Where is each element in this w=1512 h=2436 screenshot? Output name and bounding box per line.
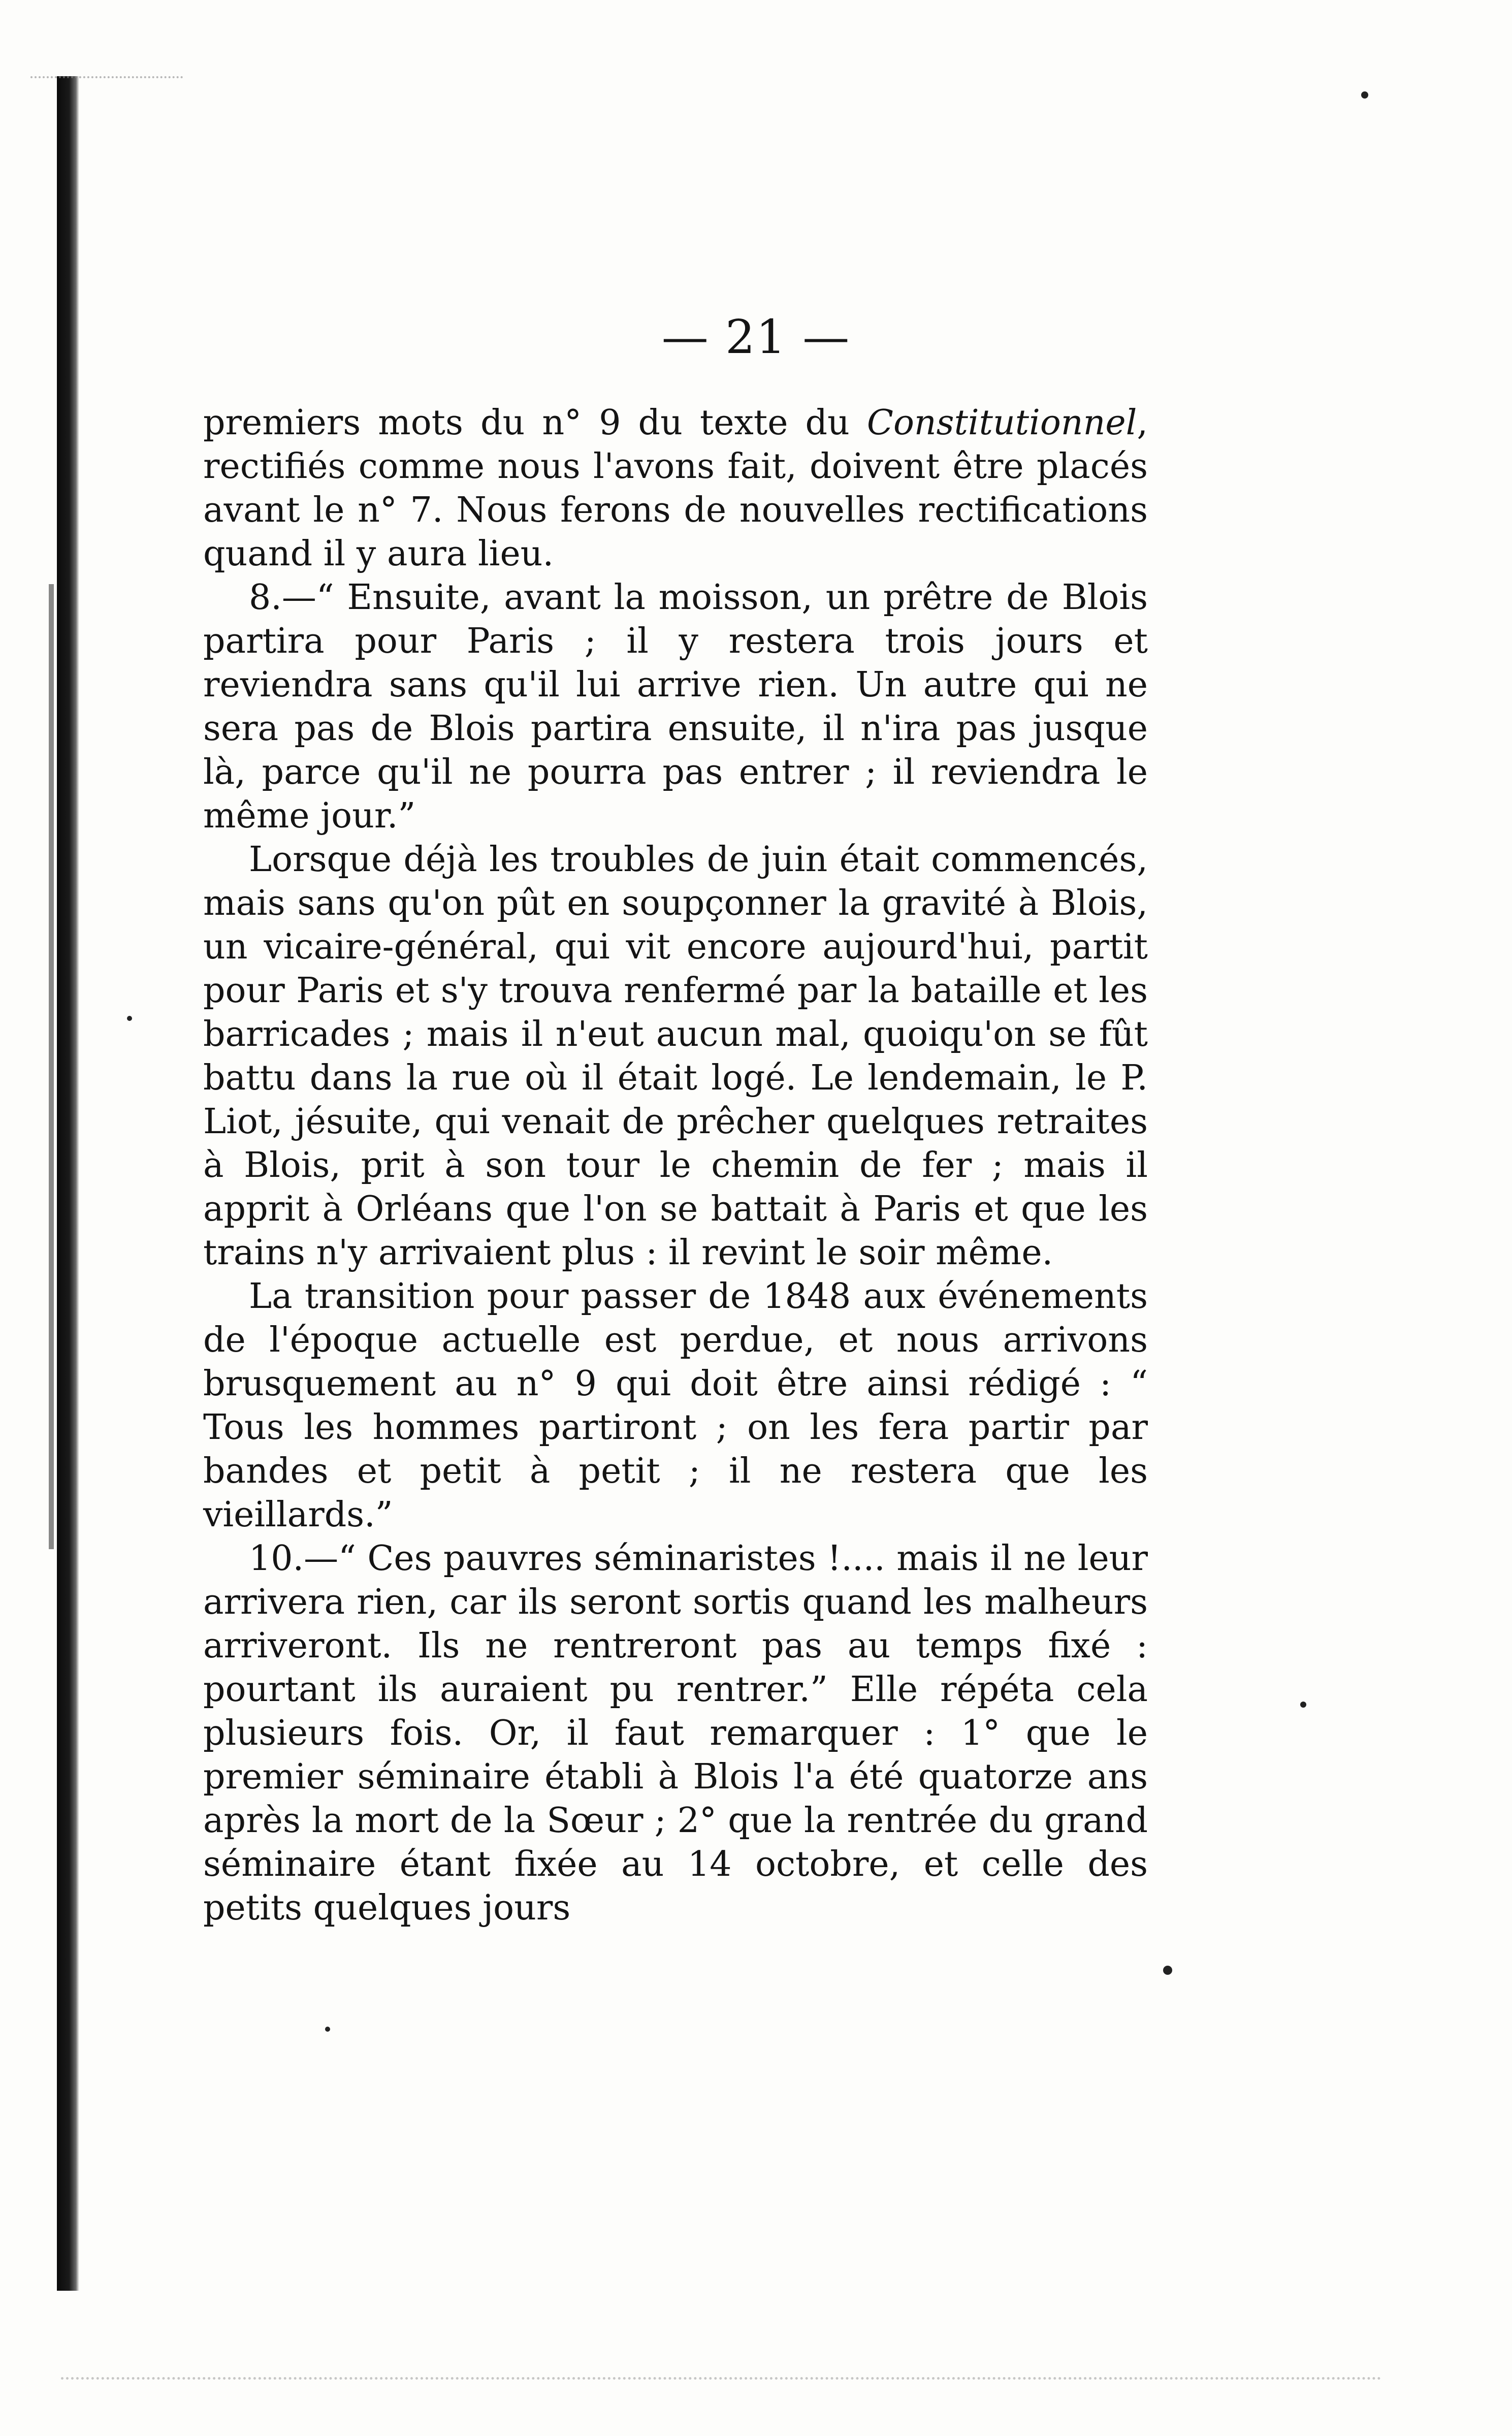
- paragraph-text: premiers mots du n° 9 du texte du: [203, 403, 867, 443]
- scan-speck: [1361, 91, 1368, 99]
- italic-title: Constitutionnel: [866, 403, 1137, 443]
- page-number: — 21 —: [661, 310, 851, 364]
- paragraph: 10.—“ Ces pauvres séminaristes !.... mais il ne leur arrivera rien, car ils seront sortis quand les malheurs arriveront. Ils ne rentreront pas au temps fixé : pourtant ils auraient pu rentrer.” Elle répéta cela plusieurs fois. Or, il faut remarquer : 1° que le premier séminaire établi à Blois l'a été quatorze ans après la mort de la Sœur ; 2° que la rentrée du grand séminaire étant fixée au 14 octobre, et celle des petits quelques jours: [203, 1538, 1148, 1928]
- paragraph: 8.—“ Ensuite, avant la moisson, un prêtre de Blois partira pour Paris ; il y restera trois jours et reviendra sans qu'il lui arrive rien. Un autre qui ne sera pas de Blois partira ensuite, il n'ira pas jusque là, parce qu'il ne pourra pas entrer ; il reviendra le même jour.”: [203, 578, 1148, 836]
- scan-speck: [127, 1016, 132, 1021]
- paragraph: [203, 401, 1148, 576]
- scan-speck: [1163, 1966, 1172, 1975]
- paragraph-text: , rectifiés comme nous l'avons fait, doivent être placés avant le n° 7. Nous ferons de nouvelles rectifications quand il y aura lieu.: [203, 403, 1148, 574]
- scan-noise-top: [30, 76, 183, 81]
- body-text: [203, 401, 1148, 1930]
- paragraph: La transition pour passer de 1848 aux événements de l'époque actuelle est perdue, et nous arrivons brusquement au n° 9 qui doit être ainsi rédigé : “ Tous les hommes partiront ; on les fera partir par bandes et petit à petit ; il ne restera que les vieillards.”: [203, 1276, 1148, 1535]
- scan-speck: [1300, 1702, 1306, 1708]
- scan-noise-bottom: [61, 2377, 1381, 2383]
- paragraph: Lorsque déjà les troubles de juin était commencés, mais sans qu'on pût en soupçonner la gravité à Blois, un vicaire-général, qui vit encore aujourd'hui, partit pour Paris et s'y trouva renfermé par la bataille et les barricades ; mais il n'eut aucun mal, quoiqu'on se fût battu dans la rue où il était logé. Le lendemain, le P. Liot, jésuite, qui venait de prêcher quelques retraites à Blois, prit à son tour le chemin de fer ; mais il apprit à Orléans que l'on se battait à Paris et que les trains n'y arrivaient plus : il revint le soir même.: [203, 840, 1148, 1273]
- scan-speck: [325, 2027, 330, 2032]
- binding-shadow: [57, 76, 79, 2291]
- binding-edge: [49, 584, 54, 1549]
